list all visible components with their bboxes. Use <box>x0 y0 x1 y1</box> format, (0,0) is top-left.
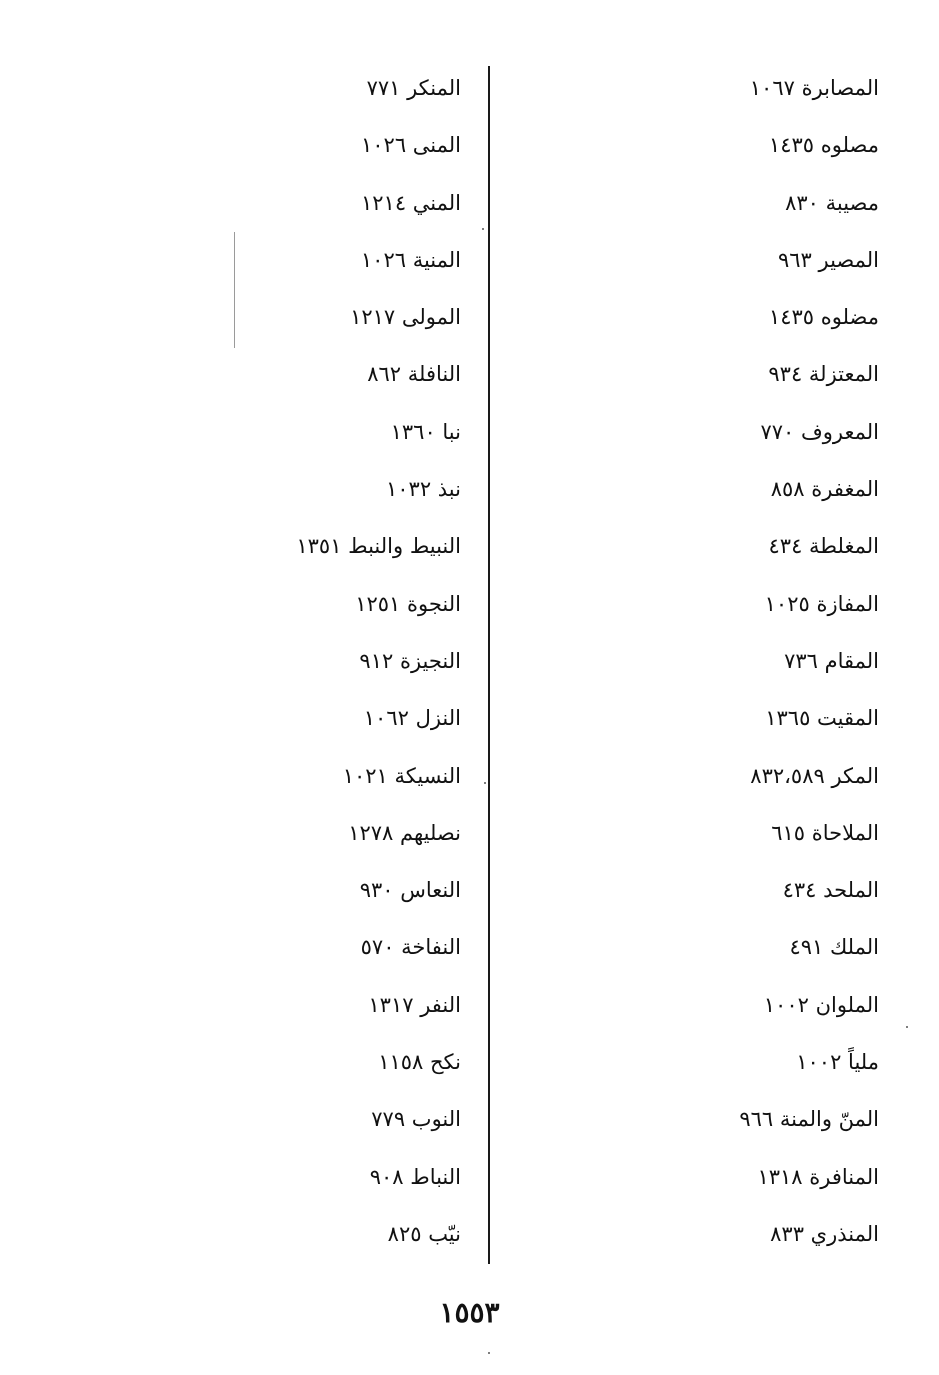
index-entry: المعتزلة ٩٣٤ <box>768 362 879 387</box>
index-entry: مضلوه ١٤٣٥ <box>768 305 879 330</box>
index-entry: النبيط والنبط ١٣٥١ <box>296 534 461 559</box>
index-entry: المني ١٢١٤ <box>360 190 461 215</box>
margin-scan-mark <box>234 232 235 348</box>
index-entry: النافلة ٨٦٢ <box>367 362 461 387</box>
index-entry: النوب ٧٧٩ <box>371 1107 461 1132</box>
index-entry: المفازة ١٠٢٥ <box>764 591 879 616</box>
index-entry: المنية ١٠٢٦ <box>360 247 461 272</box>
index-entry: المغفرة ٨٥٨ <box>770 477 879 502</box>
index-column-right <box>549 60 879 1263</box>
index-entry: المصير ٩٦٣ <box>777 247 879 272</box>
index-entry: النفر ١٣١٧ <box>368 992 461 1017</box>
index-entry: النجوة ١٢٥١ <box>355 591 461 616</box>
scan-speck <box>906 1026 908 1028</box>
scan-speck <box>484 782 486 784</box>
index-entry: المنذري ٨٣٣ <box>770 1221 879 1246</box>
index-entry: المقيت ١٣٦٥ <box>765 706 879 731</box>
index-entry: نصليهم ١٢٧٨ <box>348 820 461 845</box>
index-entry: نيّب ٨٢٥ <box>387 1221 461 1246</box>
index-entry: الملك ٤٩١ <box>789 935 879 960</box>
index-entry: النباط ٩٠٨ <box>369 1164 461 1189</box>
index-entry: مصيبة ٨٣٠ <box>785 190 879 215</box>
index-entry: المصابرة ١٠٦٧ <box>749 76 879 100</box>
index-entry: المنّ والمنة ٩٦٦ <box>739 1107 879 1132</box>
index-entry: المنافرة ١٣١٨ <box>757 1164 879 1189</box>
index-entry: الملوان ١٠٠٢ <box>763 992 879 1017</box>
index-entry: المنى ١٠٢٦ <box>360 133 461 158</box>
index-entry: المغلطة ٤٣٤ <box>768 534 879 559</box>
index-column-left <box>161 60 461 1263</box>
index-entry: النفاخة ٥٧٠ <box>360 935 461 960</box>
index-entry: نبا ١٣٦٠ <box>390 419 461 444</box>
index-entry: نبذ ١٠٣٢ <box>385 477 461 502</box>
page-number: ١٥٥٣ <box>439 1296 500 1329</box>
index-entry: الملاحاة ٦١٥ <box>771 820 879 845</box>
index-entry: نكح ١١٥٨ <box>378 1050 461 1075</box>
index-entry: المنكر ٧٧١ <box>366 76 461 100</box>
index-entry: النعاس ٩٣٠ <box>359 878 461 903</box>
index-entry: ملياً ١٠٠٢ <box>796 1050 879 1075</box>
index-entry: مصلوه ١٤٣٥ <box>768 133 879 158</box>
index-entry: المولى ١٢١٧ <box>350 305 461 330</box>
scan-speck <box>488 1352 490 1354</box>
index-entry: المعروف ٧٧٠ <box>760 419 879 444</box>
index-entry: الملحد ٤٣٤ <box>782 878 879 903</box>
index-entry: النسيكة ١٠٢١ <box>342 763 461 788</box>
index-entry: المقام ٧٣٦ <box>784 648 879 673</box>
index-entry: النجيزة ٩١٢ <box>359 648 461 673</box>
index-entry: النزل ١٠٦٢ <box>363 706 461 731</box>
scan-speck <box>482 228 484 230</box>
index-entry: المكر ٨٣٢،٥٨٩ <box>750 763 879 788</box>
column-divider <box>488 66 490 1264</box>
